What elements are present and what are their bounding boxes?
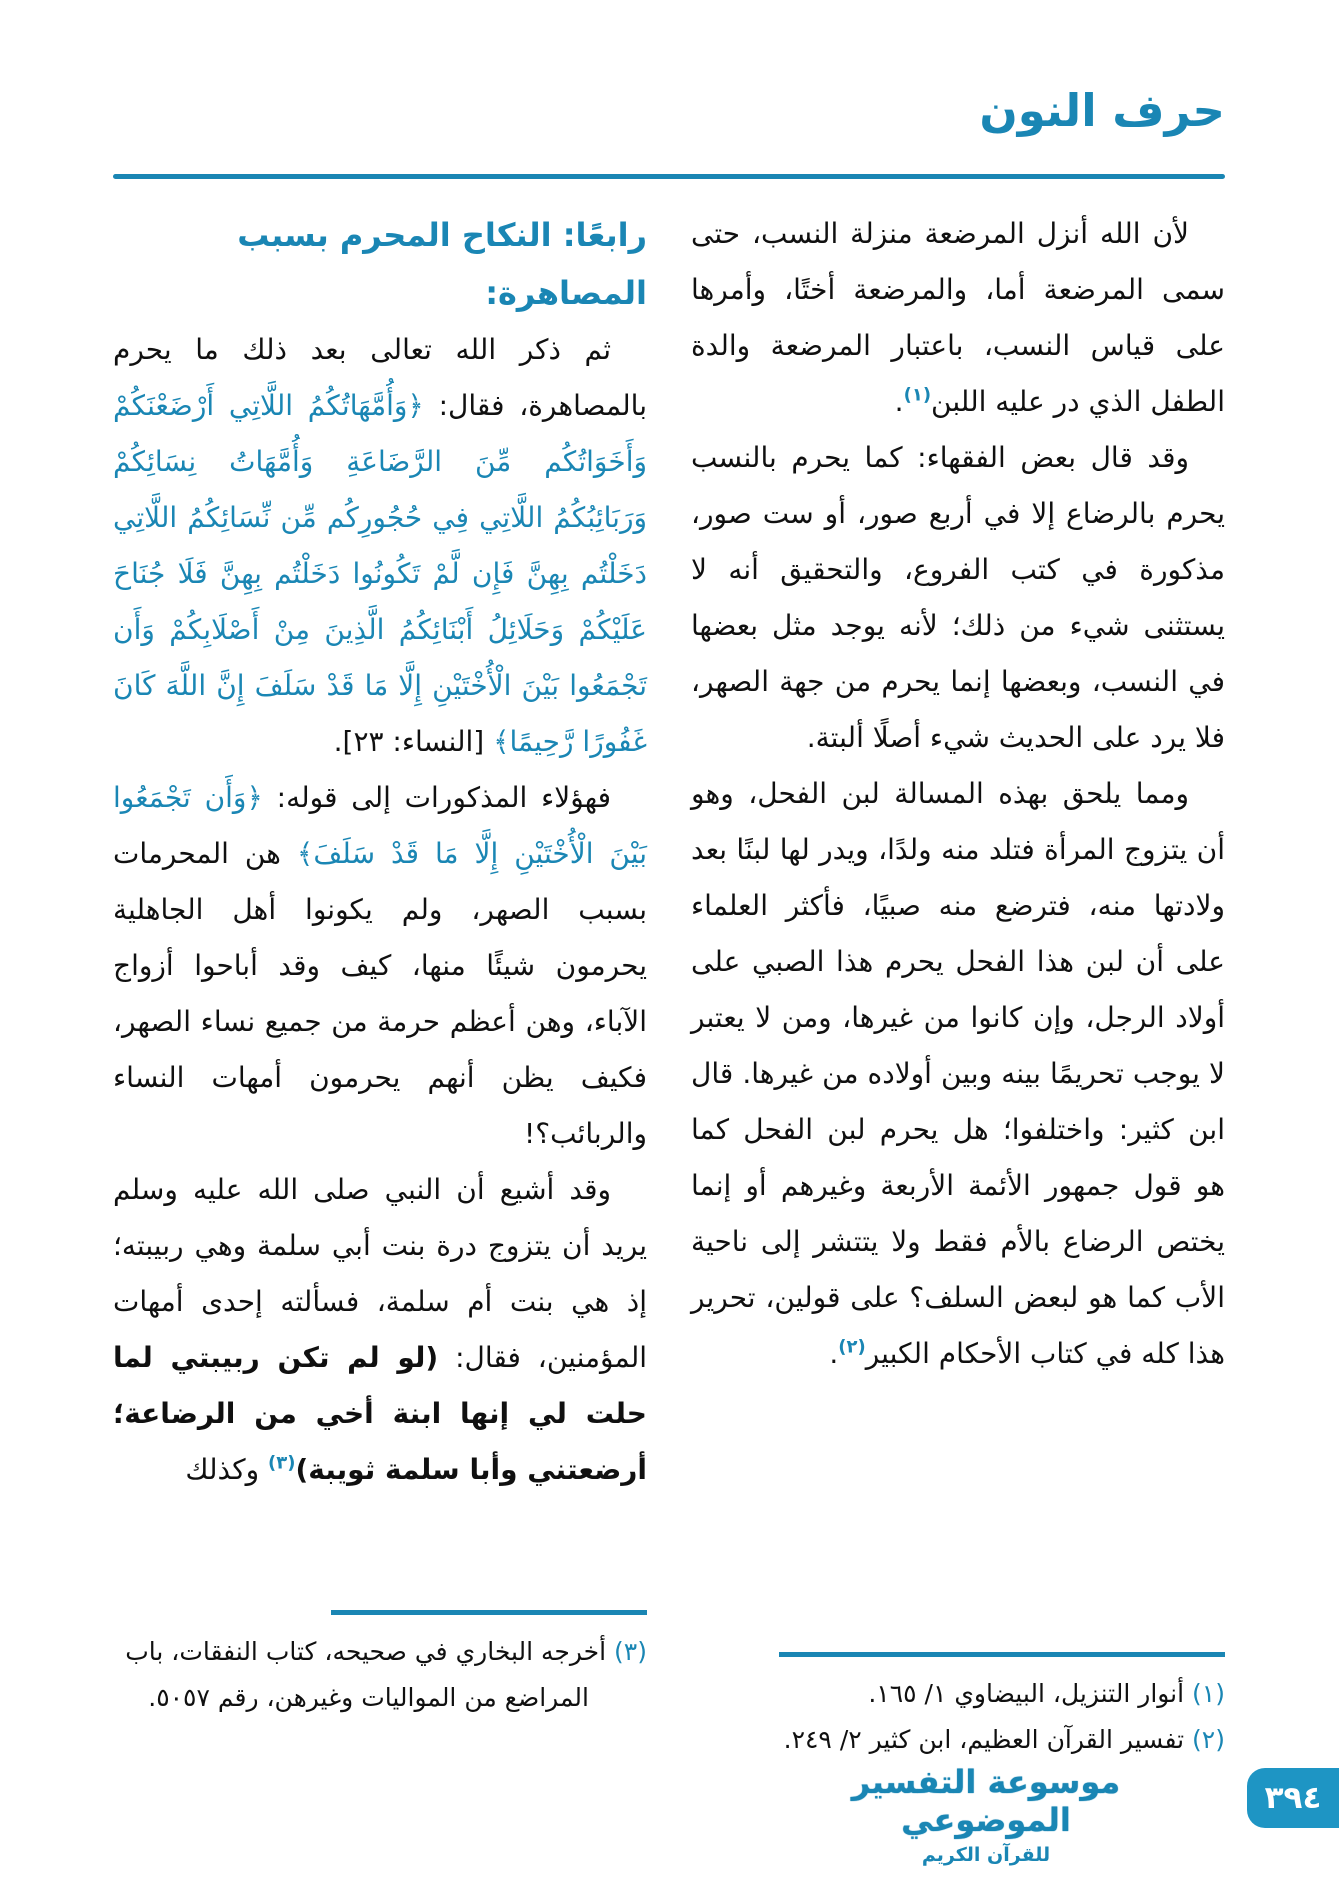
footnote-ref-1: (١) [903, 384, 932, 406]
body-text: هن المحرمات بسبب الصهر، ولم يكونوا أهل الجاهلية يحرمون شيئًا منها، كيف وقد أباحوا أزواج الآباء، وهن أعظم حرمة من جميع نساء الصهر، فكيف يظن أنهم يحرمون أمهات النساء والربائب؟! [113, 837, 647, 1150]
body-text: فهؤلاء المذكورات إلى قوله: [262, 781, 611, 814]
body-text: وكذلك [185, 1453, 268, 1486]
body-text: وقد أشيع أن النبي صلى الله عليه وسلم يريد أن يتزوج درة بنت أبي سلمة وهي ربيبته؛ إذ هي بنت أم سلمة، فسألته إحدى أمهات المؤمنين، فقال: [113, 1173, 648, 1374]
column-right [691, 206, 1225, 1776]
publisher-logo-subtitle: للقرآن الكريم [921, 1843, 1051, 1866]
paragraph [113, 1162, 647, 1498]
column-left [113, 206, 647, 1776]
footnote-text: تفسير القرآن العظيم، ابن كثير ٢/ ٢٤٩. [783, 1725, 1185, 1754]
footnote-marker: (٣) [614, 1637, 647, 1666]
chapter-title: حرف النون [979, 84, 1225, 137]
footnote-ref-2: (٢) [838, 1336, 866, 1358]
footnote-ref-3: (٣) [267, 1452, 296, 1474]
footnote-text: أخرجه البخاري في صحيحه، كتاب النفقات، باب المراضع من المواليات وغيرهن، رقم ٥٠٥٧. [125, 1637, 607, 1712]
footnote [113, 1629, 647, 1721]
paragraph [113, 770, 647, 1162]
footnote-marker: (٢) [1192, 1725, 1225, 1754]
footnote-divider [779, 1652, 1225, 1657]
footnote [691, 1671, 1225, 1717]
body-text: ومما يلحق بهذه المسالة لبن الفحل، وهو أن يتزوج المرأة فتلد منه ولدًا، ويدر لها لبنًا بعد ولادتها منه، فترضع منه صبيًا، فأكثر العلماء على أن لبن هذا الفحل يحرم هذا الصبي على أولاد الرجل، وإن كانوا من غيرها، ومن لا يعتبر لا يوجب تحريمًا بينه وبين أولاده من غيرها. قال ابن كثير: واختلفوا؛ هل يحرم لبن الفحل كما هو قول جمهور الأئمة الأربعة وغيرهم أو إنما يختص الرضاع بالأم فقط ولا يتتشر إلى ناحية الأب كما هو لبعض السلف؟ على قولين، تحرير هذا كله في كتاب الأحكام الكبير [691, 777, 1225, 1370]
quran-verse: ﴿وَأَن تَجْمَعُوا بَيْنَ الْأُخْتَيْنِ إِلَّا مَا قَدْ سَلَفَ﴾ [113, 781, 647, 870]
paragraph [691, 206, 1225, 430]
body-text: . [829, 1337, 839, 1370]
publisher-logo-title: موسوعة التفسير الموضوعي [851, 1763, 1121, 1840]
paragraph [691, 766, 1225, 1382]
footnotes-left [113, 1610, 647, 1721]
body-text: وقد قال بعض الفقهاء: كما يحرم بالنسب يحرم بالرضاع إلا في أربع صور، أو ست صور، مذكورة في كتب الفروع، والتحقيق أنه لا يستثنى شيء من ذلك؛ لأنه يوجد مثل بعضها في النسب، وبعضها إنما يحرم من جهة الصهر، فلا يرد على الحديث شيء أصلًا ألبتة. [691, 441, 1225, 754]
footnote-divider [331, 1610, 647, 1615]
header-rule-divider [113, 174, 1225, 179]
footnotes-right [691, 1652, 1225, 1763]
footnote [691, 1717, 1225, 1763]
hadith-text: (لو لم تكن ربيبتي لما حلت لي إنها ابنة أخي من الرضاعة؛ أرضعتني وأبا سلمة ثويبة) [113, 1341, 647, 1486]
section-heading: رابعًا: النكاح المحرم بسبب المصاهرة: [237, 216, 647, 312]
footnote-text: أنوار التنزيل، البيضاوي ١/ ١٦٥. [868, 1679, 1185, 1708]
body-text: لأن الله أنزل المرضعة منزلة النسب، حتى سمى المرضعة أما، والمرضعة أختًا، وأمرها على قياس النسب، باعتبار المرضعة والدة الطفل الذي در عليه اللبن [691, 217, 1225, 418]
page-number-badge: ٣٩٤ [1247, 1768, 1339, 1828]
quran-verse: ﴿وَأُمَّهَاتُكُمُ اللَّاتِي أَرْضَعْنَكُمْ وَأَخَوَاتُكُم مِّنَ الرَّضَاعَةِ وَأُمَّهَاتُ نِسَائِكُمْ وَرَبَائِبُكُمُ اللَّاتِي فِي حُجُورِكُم مِّن نِّسَائِكُمُ اللَّاتِي دَخَلْتُم بِهِنَّ فَإِن لَّمْ تَكُونُوا دَخَلْتُم بِهِنَّ فَلَا جُنَاحَ عَلَيْكُمْ وَحَلَائِلُ أَبْنَائِكُمُ الَّذِينَ مِنْ أَصْلَابِكُمْ وَأَن تَجْمَعُوا بَيْنَ الْأُخْتَيْنِ إِلَّا مَا قَدْ سَلَفَ إِنَّ اللَّهَ كَانَ غَفُورًا رَّحِيمًا﴾ [113, 389, 647, 758]
publisher-logo [818, 1763, 1154, 1867]
paragraph [691, 430, 1225, 766]
text-columns [113, 206, 1225, 1776]
verse-citation: [النساء: ٢٣]. [333, 725, 494, 758]
body-text: . [894, 385, 904, 418]
body-text: ثم ذكر الله تعالى بعد ذلك ما يحرم بالمصاهرة، فقال: [113, 333, 647, 422]
footnote-marker: (١) [1192, 1679, 1225, 1708]
paragraph [113, 322, 647, 770]
